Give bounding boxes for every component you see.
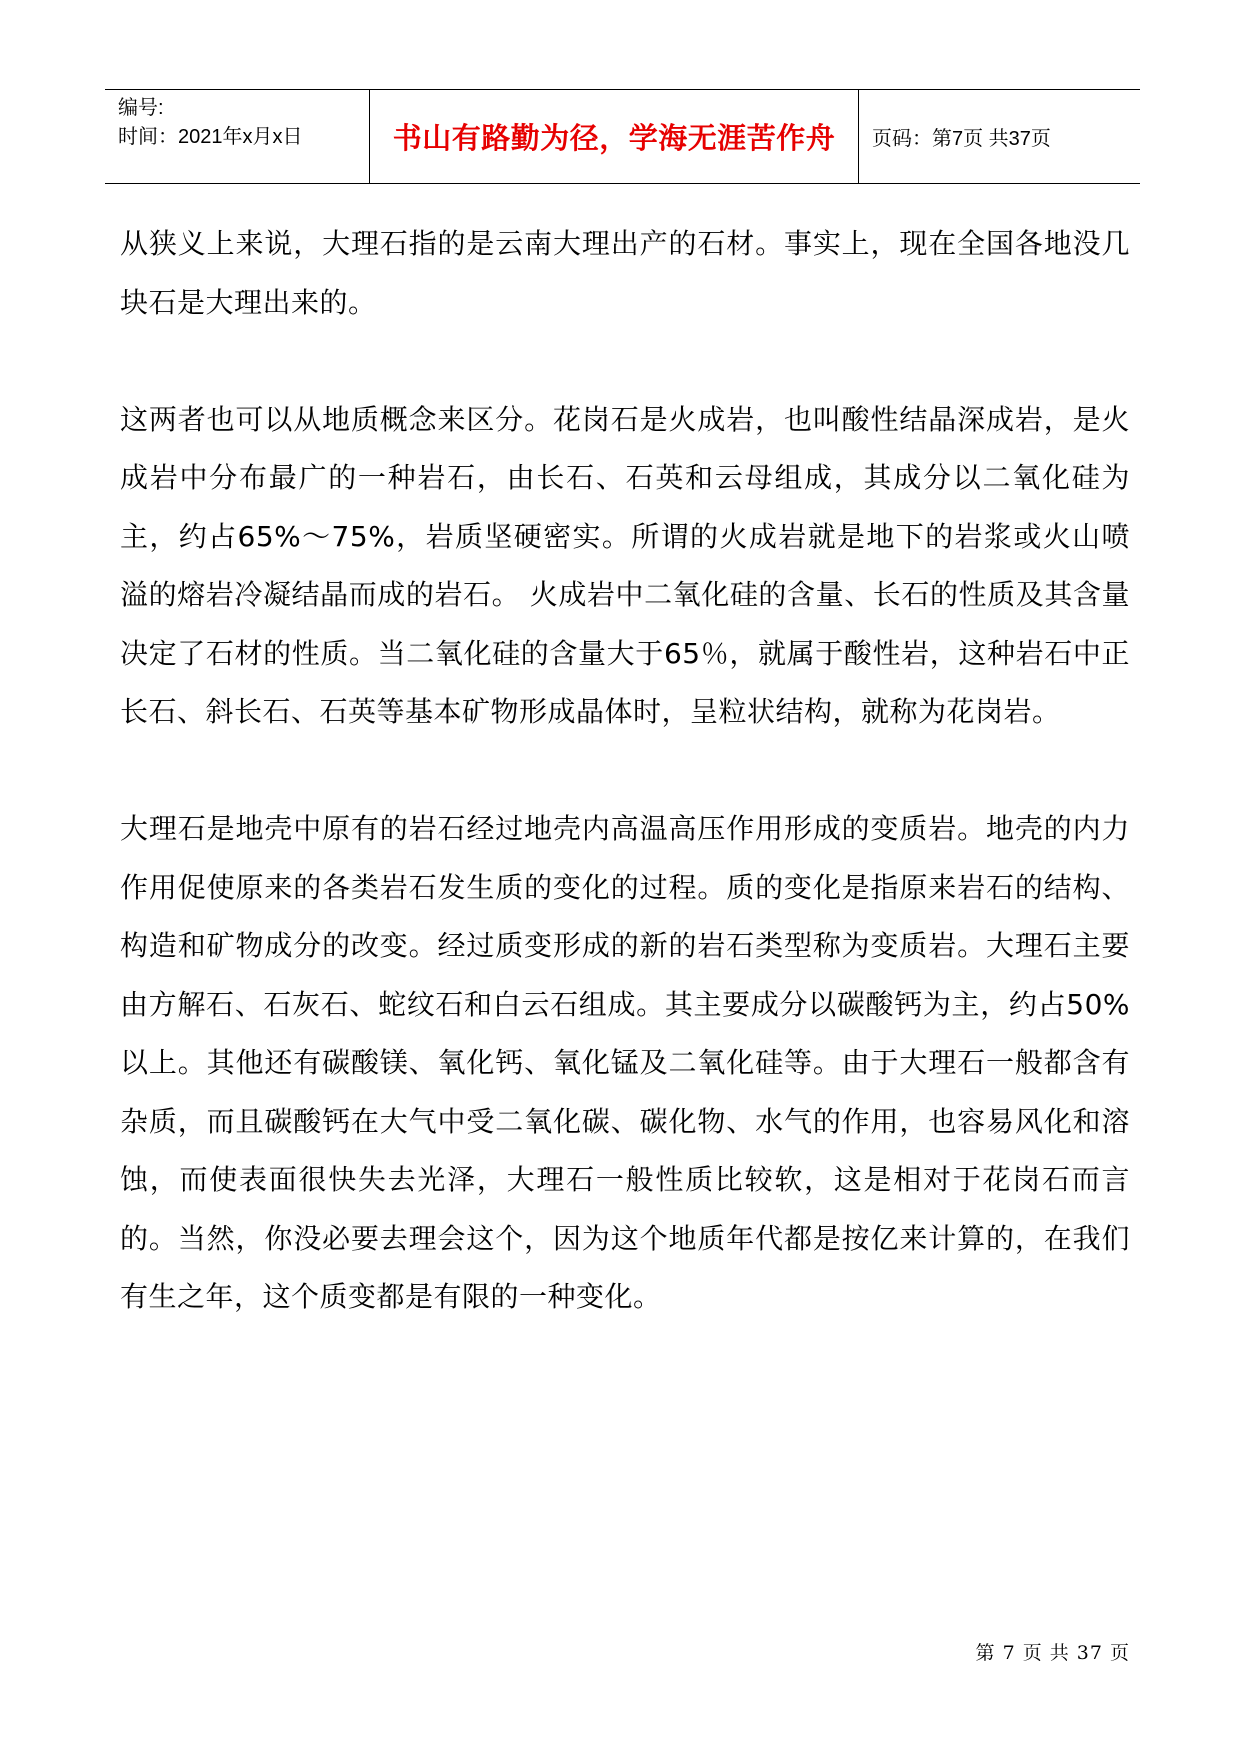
document-time-label: 时间：2021年x月x日	[118, 126, 303, 148]
header-meta-cell	[105, 90, 370, 183]
paragraph: 大理石是地壳中原有的岩石经过地壳内高温高压作用形成的变质岩。地壳的内力作用促使原来的各类岩石发生质的变化的过程。质的变化是指原来岩石的结构、构造和矿物成分的改变。经过质变形成的新的岩石类型称为变质岩。大理石主要由方解石、石灰石、蛇纹石和白云石组成。其主要成分以碳酸钙为主，约占50%以上。其他还有碳酸镁、氧化钙、氧化锰及二氧化硅等。由于大理石一般都含有杂质，而且碳酸钙在大气中受二氧化碳、碳化物、水气的作用，也容易风化和溶蚀，而使表面很快失去光泽，大理石一般性质比较软，这是相对于花岗石而言的。当然，你没必要去理会这个，因为这个地质年代都是按亿来计算的，在我们有生之年，这个质变都是有限的一种变化。	[120, 812, 1130, 1313]
page-header-table	[105, 89, 1140, 184]
paragraph: 这两者也可以从地质概念来区分。花岗石是火成岩，也叫酸性结晶深成岩，是火成岩中分布最广的一种岩石，由长石、石英和云母组成，其成分以二氧化硅为主，约占65%～75%，岩质坚硬密实。所谓的火成岩就是地下的岩浆或火山喷溢的熔岩冷凝结晶而成的岩石。 火成岩中二氧化硅的含量、长石的性质及其含量决定了石材的性质。当二氧化硅的含量大于65％，就属于酸性岩，这种岩石中正长石、斜长石、石英等基本矿物形成晶体时，呈粒状结构，就称为花岗岩。	[120, 402, 1130, 728]
document-body	[120, 215, 1130, 1385]
document-number-label: 编号:	[118, 97, 164, 119]
header-page-cell	[859, 90, 1140, 183]
paragraph: 从狭义上来说，大理石指的是云南大理出产的石材。事实上，现在全国各地没几块石是大理出来的。	[120, 227, 1130, 319]
header-page-number: 页码：第7页 共37页	[872, 128, 1051, 150]
header-motto: 书山有路勤为径，学海无涯苦作舟	[392, 121, 836, 155]
header-motto-cell	[370, 90, 859, 183]
page-footer-number: 第 7 页 共 37 页	[975, 1642, 1130, 1664]
